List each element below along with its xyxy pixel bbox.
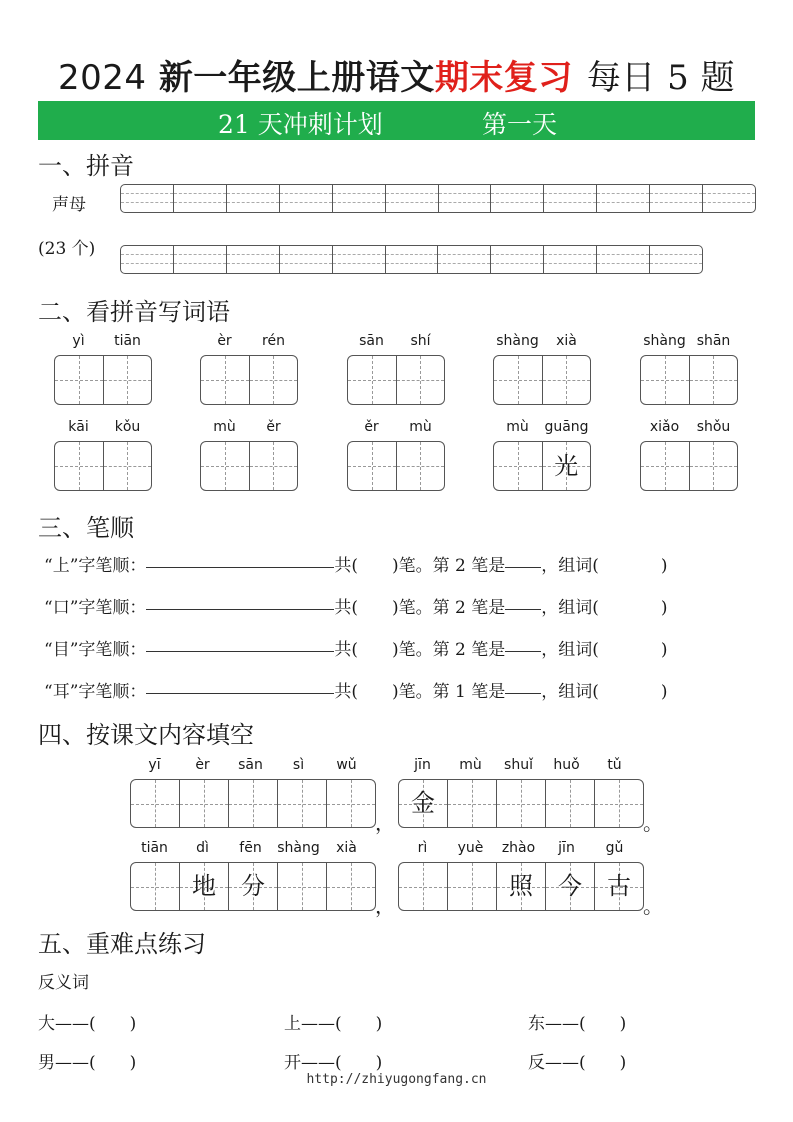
stroke-char-label: “目”字笔顺： — [44, 640, 147, 660]
tianzige-grid — [54, 355, 152, 405]
section-title-fill: 四、按课文内容填空 — [38, 721, 254, 749]
pinyin-writing-cell[interactable] — [280, 246, 333, 273]
section-title-words: 二、看拼音写词语 — [38, 298, 230, 326]
tianzige-cell[interactable] — [348, 442, 397, 490]
section-title-pinyin: 一、拼音 — [38, 152, 134, 180]
tianzige-cell[interactable] — [327, 863, 375, 910]
stroke-order-line — [44, 677, 668, 702]
tianzige-cell[interactable] — [399, 863, 448, 910]
pinyin-writing-cell[interactable] — [491, 246, 544, 273]
tianzige-cell[interactable] — [250, 356, 298, 404]
tianzige-grid — [130, 862, 376, 911]
tianzige-grid — [200, 441, 298, 491]
stroke-nth-text: 第 2 笔是 — [432, 640, 506, 660]
tianzige-cell[interactable] — [595, 863, 643, 910]
banner-plan: 21 天冲刺计划 — [218, 110, 383, 139]
fill-pinyin: jīn — [558, 840, 575, 856]
tianzige-cell[interactable] — [448, 780, 497, 827]
word-group-close: ) — [660, 556, 668, 576]
word-pinyin: èr — [217, 333, 232, 349]
banner-day: 第一天 — [482, 110, 558, 139]
page-title — [0, 50, 793, 99]
stroke-count-text: 共( )笔。 — [334, 682, 433, 702]
word-pinyin: xià — [556, 333, 577, 349]
plan-banner — [38, 101, 755, 140]
pinyin-writing-cell[interactable] — [597, 246, 650, 273]
word-group-close: ) — [660, 640, 668, 660]
stroke-order-blank[interactable] — [146, 692, 334, 694]
word-pinyin: shǒu — [696, 419, 731, 435]
fill-pinyin: dì — [196, 840, 209, 856]
antonym-item[interactable]: 反——( ) — [528, 1053, 627, 1073]
section-title-strokes: 三、笔顺 — [38, 514, 134, 542]
tianzige-cell[interactable] — [348, 356, 397, 404]
fill-pinyin: rì — [417, 840, 428, 856]
stroke-nth-blank[interactable] — [505, 608, 541, 610]
fill-pinyin: huǒ — [553, 757, 580, 773]
pinyin-writing-cell[interactable] — [438, 246, 491, 273]
tianzige-cell[interactable] — [497, 863, 546, 910]
tianzige-cell[interactable] — [278, 780, 327, 827]
tianzige-cell[interactable] — [55, 442, 104, 490]
fill-pinyin: yī — [148, 757, 161, 773]
word-pinyin: guāng — [544, 419, 589, 435]
tianzige-grid — [640, 355, 738, 405]
fill-pinyin: jīn — [414, 757, 431, 773]
pinyin-writing-cell[interactable] — [174, 246, 227, 273]
punctuation-mark: ， — [375, 811, 395, 835]
tianzige-cell[interactable] — [131, 863, 180, 910]
tianzige-char: 金 — [411, 789, 435, 817]
tianzige-grid — [347, 355, 445, 405]
pinyin-writing-cell[interactable] — [544, 246, 597, 273]
fill-pinyin: sān — [238, 757, 263, 773]
fill-pinyin: tiān — [141, 840, 168, 856]
stroke-char-label: “上”字笔顺： — [44, 556, 147, 576]
tianzige-cell[interactable] — [104, 442, 152, 490]
tianzige-cell[interactable] — [448, 863, 497, 910]
fill-pinyin: zhào — [501, 840, 536, 856]
tianzige-cell[interactable] — [180, 863, 229, 910]
fill-pinyin: gǔ — [605, 840, 624, 856]
antonyms-label: 反义词 — [38, 973, 89, 993]
stroke-nth-text: 第 1 笔是 — [432, 682, 506, 702]
pinyin-writing-cell[interactable] — [544, 185, 597, 212]
fill-pinyin: fēn — [239, 840, 262, 856]
antonym-item[interactable]: 东——( ) — [528, 1014, 627, 1034]
word-pinyin: kǒu — [114, 419, 141, 435]
fill-pinyin: yuè — [457, 840, 484, 856]
tianzige-grid — [398, 779, 644, 828]
tianzige-char: 照 — [509, 872, 533, 900]
tianzige-char: 今 — [558, 872, 582, 900]
pinyin-writing-cell[interactable] — [174, 185, 227, 212]
stroke-char-label: “耳”字笔顺： — [44, 682, 147, 702]
antonym-item[interactable]: 开——( ) — [284, 1053, 383, 1073]
word-pinyin: ěr — [364, 419, 379, 435]
tianzige-grid — [347, 441, 445, 491]
tianzige-cell[interactable] — [278, 863, 327, 910]
word-group-text: ，组词( — [541, 682, 599, 702]
stroke-order-blank[interactable] — [146, 608, 334, 610]
antonym-item[interactable]: 大——( ) — [38, 1014, 137, 1034]
stroke-count-text: 共( )笔。 — [334, 598, 433, 618]
word-pinyin: shàng — [643, 333, 686, 349]
stroke-order-blank[interactable] — [146, 650, 334, 652]
word-group-text: ，组词( — [541, 598, 599, 618]
pinyin-writing-cell[interactable] — [650, 246, 702, 273]
fill-pinyin: shàng — [277, 840, 320, 856]
pinyin-writing-cell[interactable] — [439, 185, 492, 212]
tianzige-cell[interactable] — [546, 780, 595, 827]
tianzige-char: 地 — [192, 872, 216, 900]
pinyin-writing-cell[interactable] — [333, 246, 386, 273]
tianzige-cell[interactable] — [690, 442, 738, 490]
word-pinyin: tiān — [114, 333, 141, 349]
punctuation-mark: 。 — [643, 811, 663, 835]
stroke-nth-blank[interactable] — [505, 566, 541, 568]
tianzige-cell[interactable] — [494, 356, 543, 404]
fill-pinyin: tǔ — [607, 757, 622, 773]
tianzige-cell[interactable] — [641, 442, 690, 490]
punctuation-mark: 。 — [643, 894, 663, 918]
tianzige-cell[interactable] — [201, 356, 250, 404]
pinyin-writing-cell[interactable] — [333, 185, 386, 212]
tianzige-cell[interactable] — [250, 442, 298, 490]
pinyin-writing-cell[interactable] — [703, 185, 755, 212]
stroke-count-text: 共( )笔。 — [334, 640, 433, 660]
fill-pinyin: xià — [336, 840, 357, 856]
tianzige-cell[interactable] — [641, 356, 690, 404]
fill-pinyin: shuǐ — [504, 757, 533, 773]
tianzige-cell[interactable] — [201, 442, 250, 490]
footer-url: http://zhiyugongfang.cn — [306, 1072, 487, 1087]
tianzige-cell[interactable] — [131, 780, 180, 827]
initials-label: 声母 — [52, 195, 86, 215]
tianzige-cell[interactable] — [543, 356, 591, 404]
pinyin-writing-cell[interactable] — [386, 246, 439, 273]
fill-pinyin: mù — [459, 757, 482, 773]
stroke-order-line — [44, 551, 668, 576]
word-group-close: ) — [660, 598, 668, 618]
pinyin-writing-row-2[interactable] — [120, 245, 703, 274]
tianzige-char: 古 — [607, 872, 631, 900]
tianzige-cell[interactable] — [397, 356, 445, 404]
word-pinyin: xiǎo — [649, 419, 680, 435]
pinyin-writing-cell[interactable] — [121, 246, 174, 273]
tianzige-cell[interactable] — [690, 356, 738, 404]
tianzige-cell[interactable] — [397, 442, 445, 490]
antonym-item[interactable]: 上——( ) — [284, 1014, 383, 1034]
word-pinyin: ěr — [266, 419, 281, 435]
title-grade: 新一年级上册语文 — [158, 58, 435, 98]
stroke-nth-text: 第 2 笔是 — [432, 556, 506, 576]
tianzige-cell[interactable] — [229, 780, 278, 827]
pinyin-writing-cell[interactable] — [597, 185, 650, 212]
stroke-order-blank[interactable] — [146, 566, 334, 568]
word-group-text: ，组词( — [541, 556, 599, 576]
title-daily: 每日 5 题 — [586, 58, 736, 98]
stroke-nth-text: 第 2 笔是 — [432, 598, 506, 618]
tianzige-grid — [200, 355, 298, 405]
word-pinyin: shàng — [496, 333, 539, 349]
tianzige-grid — [640, 441, 738, 491]
tianzige-cell[interactable] — [327, 780, 375, 827]
tianzige-grid — [130, 779, 376, 828]
tianzige-grid — [493, 355, 591, 405]
tianzige-cell[interactable] — [497, 780, 546, 827]
pinyin-writing-cell[interactable] — [121, 185, 174, 212]
title-highlight: 期末复习 — [434, 58, 573, 98]
pinyin-writing-cell[interactable] — [386, 185, 439, 212]
tianzige-cell[interactable] — [104, 356, 152, 404]
punctuation-mark: ， — [375, 894, 395, 918]
fill-pinyin: wǔ — [336, 757, 357, 773]
word-pinyin: kāi — [68, 419, 89, 435]
tianzige-cell[interactable] — [180, 780, 229, 827]
tianzige-grid — [398, 862, 644, 911]
pinyin-writing-cell[interactable] — [280, 185, 333, 212]
tianzige-cell[interactable] — [543, 442, 591, 490]
tianzige-cell[interactable] — [55, 356, 104, 404]
pinyin-writing-cell[interactable] — [227, 246, 280, 273]
antonym-item[interactable]: 男——( ) — [38, 1053, 137, 1073]
tianzige-grid — [54, 441, 152, 491]
fill-pinyin: èr — [195, 757, 210, 773]
pinyin-writing-cell[interactable] — [491, 185, 544, 212]
tianzige-char: 分 — [241, 872, 265, 900]
word-pinyin: yì — [72, 333, 85, 349]
stroke-order-line — [44, 635, 668, 660]
initials-count-label: (23 个) — [38, 239, 96, 259]
tianzige-char: 光 — [554, 452, 579, 480]
stroke-count-text: 共( )笔。 — [334, 556, 433, 576]
tianzige-cell[interactable] — [595, 780, 643, 827]
pinyin-writing-cell[interactable] — [650, 185, 703, 212]
title-year: 2024 — [57, 58, 147, 98]
pinyin-writing-cell[interactable] — [227, 185, 280, 212]
word-group-text: ，组词( — [541, 640, 599, 660]
tianzige-cell[interactable] — [399, 780, 448, 827]
tianzige-grid — [493, 441, 591, 491]
word-pinyin: sān — [359, 333, 384, 349]
word-pinyin: mù — [409, 419, 432, 435]
word-pinyin: mù — [506, 419, 529, 435]
tianzige-cell[interactable] — [494, 442, 543, 490]
word-pinyin: mù — [213, 419, 236, 435]
fill-pinyin: sì — [292, 757, 305, 773]
word-pinyin: shí — [410, 333, 431, 349]
tianzige-cell[interactable] — [229, 863, 278, 910]
word-pinyin: rén — [262, 333, 285, 349]
stroke-order-line — [44, 593, 668, 618]
stroke-nth-blank[interactable] — [505, 650, 541, 652]
pinyin-writing-row-1[interactable] — [120, 184, 756, 213]
stroke-char-label: “口”字笔顺： — [44, 598, 147, 618]
stroke-nth-blank[interactable] — [505, 692, 541, 694]
word-pinyin: shān — [696, 333, 731, 349]
section-title-practice: 五、重难点练习 — [38, 930, 206, 958]
word-group-close: ) — [660, 682, 668, 702]
tianzige-cell[interactable] — [546, 863, 595, 910]
